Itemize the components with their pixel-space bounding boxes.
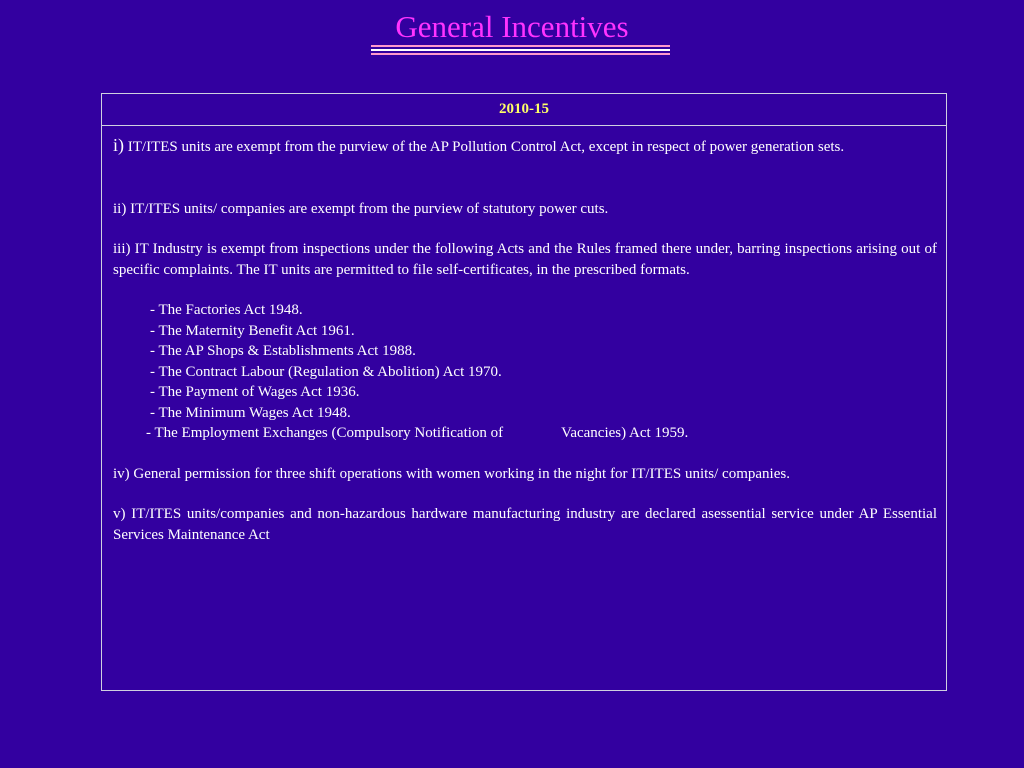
- incentive-item-4: iv) General permission for three shift operations with women working in the night for IT/ITES units/ companies.: [113, 465, 790, 482]
- incentive-item-1: [113, 135, 937, 158]
- act-last-part2: Vacancies) Act 1959.: [561, 425, 689, 441]
- incentive-item-2: ii) IT/ITES units/ companies are exempt from the purview of statutory power cuts.: [113, 200, 609, 217]
- item-1-marker: i): [113, 135, 124, 155]
- act-item: - The AP Shops & Establishments Act 1988.: [150, 343, 416, 359]
- incentives-panel: [101, 93, 947, 691]
- slide-title: General Incentives: [395, 9, 629, 44]
- panel-body: [102, 126, 946, 545]
- incentive-item-3: iii) IT Industry is exempt from inspections under the following Acts and the Rules framed there under, barring inspections arising out of specific complaints. The IT units are permitted to file self-certificates, in the prescribed formats.: [113, 241, 937, 278]
- panel-header-period: 2010-15: [102, 94, 946, 126]
- item-1-text: IT/ITES units are exempt from the purview of the AP Pollution Control Act, except in respect of power generation sets.: [124, 139, 845, 155]
- incentive-item-5: v) IT/ITES units/companies and non-hazardous hardware manufacturing industry are declared asessential service under AP Essential Services Maintenance Act: [113, 506, 937, 543]
- act-item-employment-exchanges: [113, 423, 937, 444]
- act-item: - The Contract Labour (Regulation & Abolition) Act 1970.: [150, 363, 502, 380]
- act-item: - The Payment of Wages Act 1936.: [150, 384, 360, 400]
- act-item: - The Minimum Wages Act 1948.: [150, 404, 351, 421]
- exempt-acts-list: [113, 300, 937, 444]
- act-last-part1: - The Employment Exchanges (Compulsory Notification of: [146, 425, 504, 441]
- act-item: - The Maternity Benefit Act 1961.: [150, 322, 355, 339]
- title-underline: [371, 45, 670, 55]
- act-item: - The Factories Act 1948.: [150, 302, 303, 318]
